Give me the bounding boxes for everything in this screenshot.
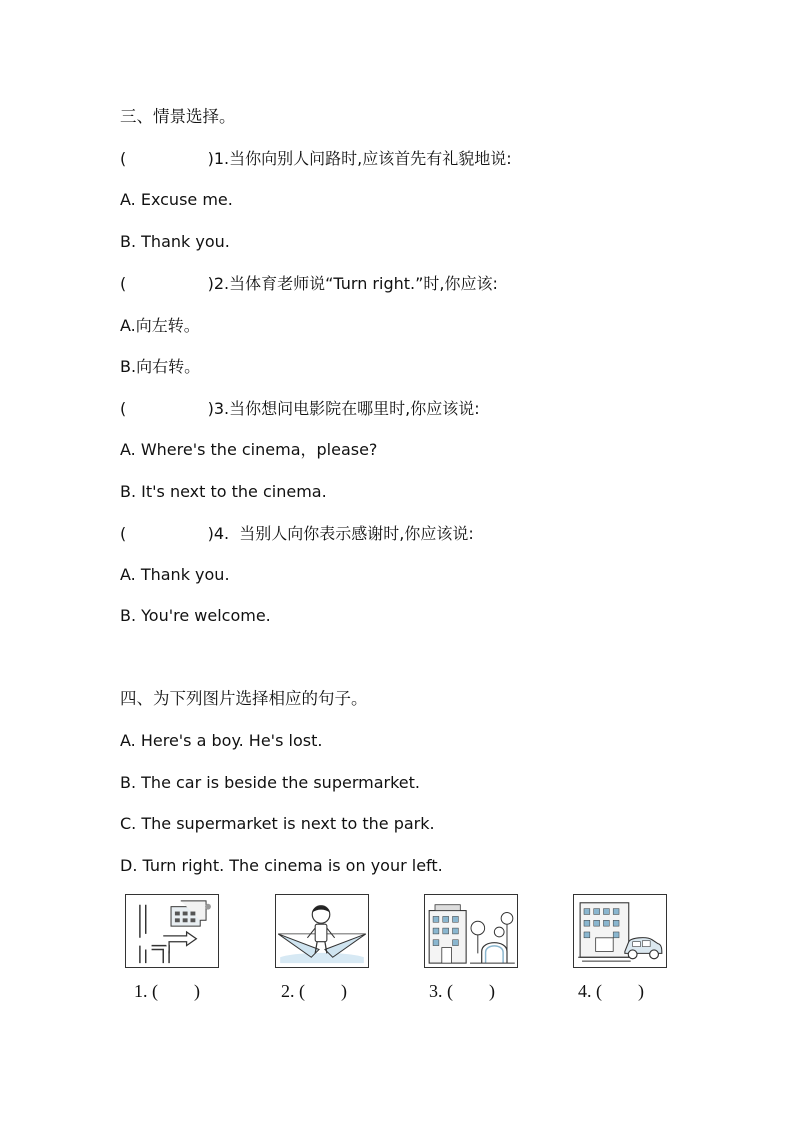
question-3-option-b: B. It's next to the cinema. (120, 482, 327, 501)
picture-4-answer-label: 4. ( ) (578, 981, 644, 1001)
question-1-option-a: A. Excuse me. (120, 190, 233, 209)
picture-3 (424, 894, 518, 968)
picture-2-answer-label: 2. ( ) (281, 981, 347, 1001)
section-3-title: 三、情景选择。 (120, 107, 236, 126)
question-4-stem: ( )4. 当别人向你表示感谢时,你应该说: (120, 524, 474, 543)
picture-1 (125, 894, 219, 968)
question-1-option-b: B. Thank you. (120, 232, 230, 251)
question-4-option-a: A. Thank you. (120, 565, 230, 584)
sentence-option-c: C. The supermarket is next to the park. (120, 814, 435, 833)
car-supermarket-icon (574, 895, 666, 967)
picture-4 (573, 894, 667, 968)
supermarket-park-icon (425, 895, 517, 967)
sentence-option-a: A. Here's a boy. He's lost. (120, 731, 323, 750)
question-1-stem: ( )1.当你向别人问路时,应该首先有礼貌地说: (120, 149, 512, 168)
question-3-stem: ( )3.当你想问电影院在哪里时,你应该说: (120, 399, 480, 418)
question-2-option-a: A.向左转。 (120, 316, 200, 335)
question-2-option-b: B.向右转。 (120, 357, 201, 376)
sentence-option-b: B. The car is beside the supermarket. (120, 773, 420, 792)
question-3-option-a: A. Where's the cinema，please? (120, 440, 378, 459)
picture-2 (275, 894, 369, 968)
sentence-option-d: D. Turn right. The cinema is on your left. (120, 856, 443, 875)
section-4-title: 四、为下列图片选择相应的句子。 (120, 689, 368, 708)
question-4-option-b: B. You're welcome. (120, 606, 271, 625)
picture-3-answer-label: 3. ( ) (429, 981, 495, 1001)
question-2-stem: ( )2.当体育老师说“Turn right.”时,你应该: (120, 274, 498, 293)
picture-1-answer-label: 1. ( ) (134, 981, 200, 1001)
lost-boy-icon (276, 895, 368, 967)
turn-right-map-icon (126, 895, 218, 967)
